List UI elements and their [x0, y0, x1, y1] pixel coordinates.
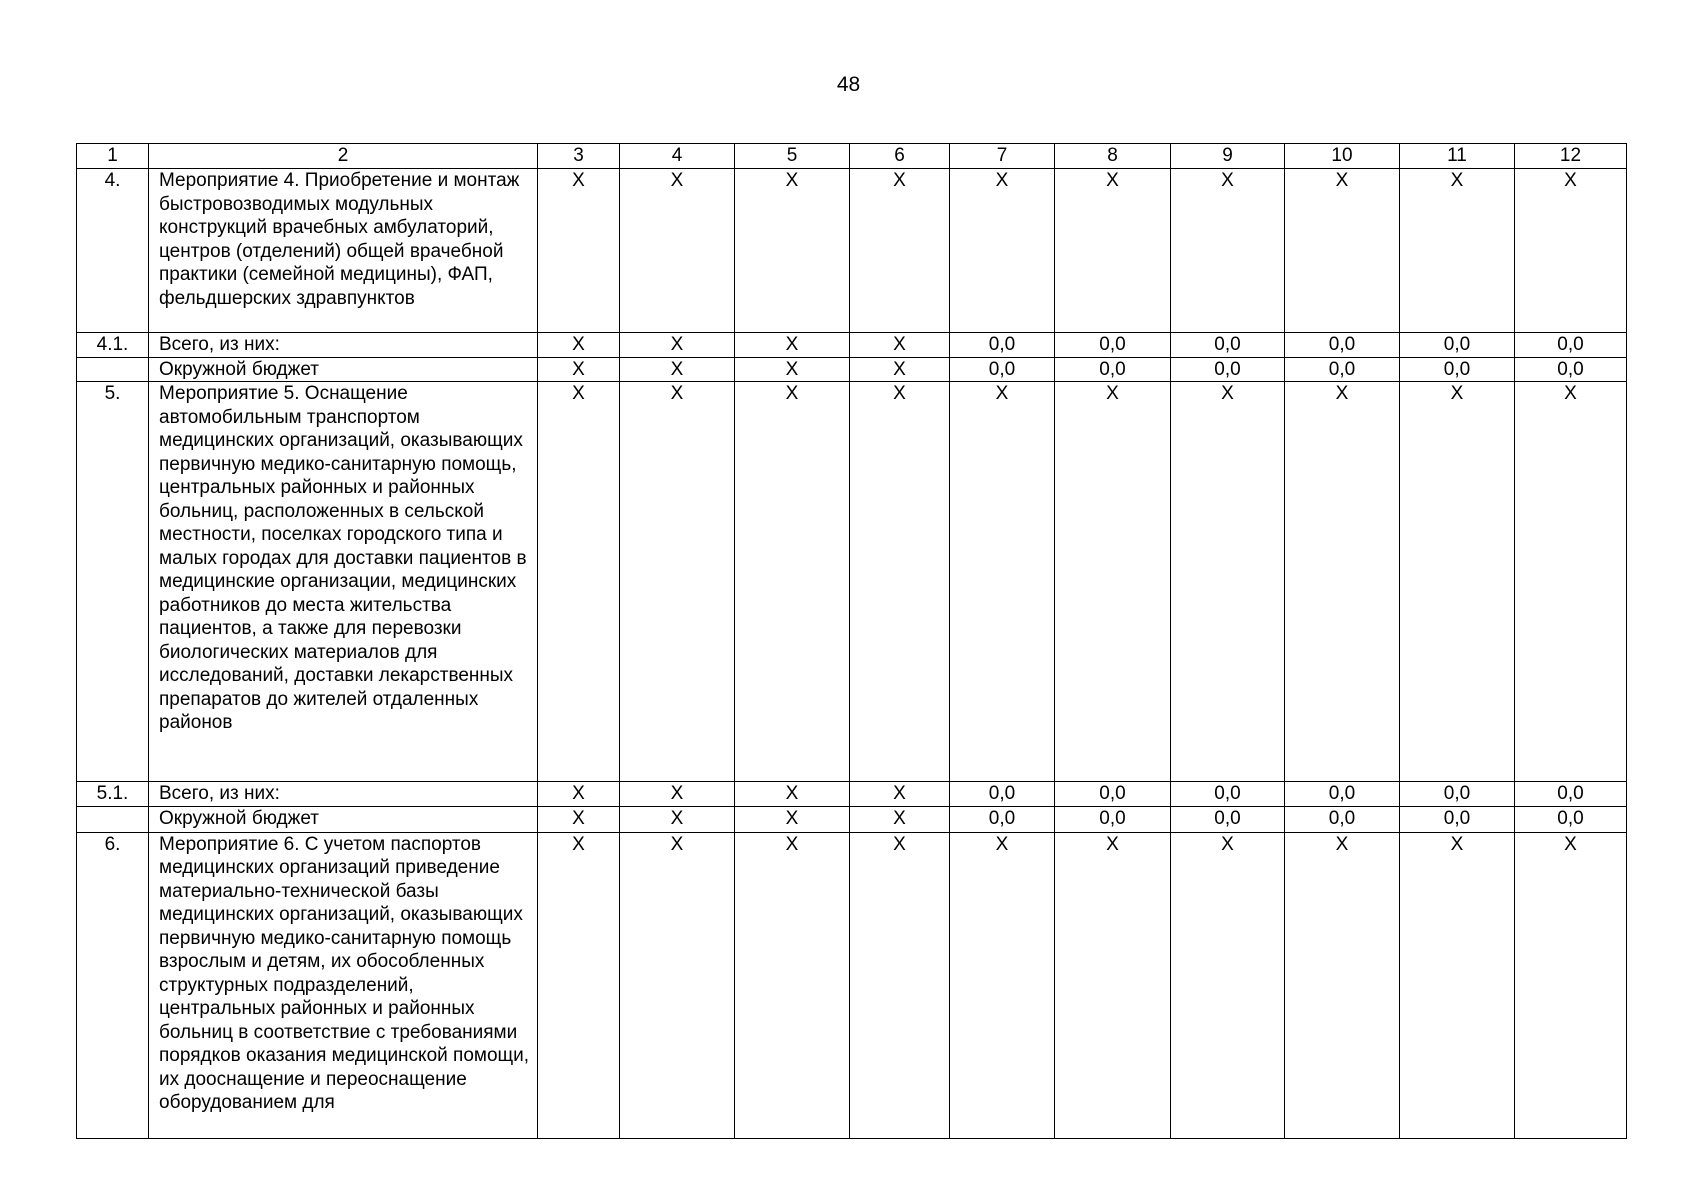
- value-cell: X: [735, 333, 850, 358]
- value-cell: 0,0: [1285, 357, 1400, 382]
- table-row: [77, 333, 1627, 358]
- row-description: Окружной бюджет: [149, 806, 538, 832]
- value-cell: X: [538, 169, 620, 333]
- table-row: [77, 169, 1627, 333]
- table-row: [77, 382, 1627, 782]
- value-cell: X: [1171, 832, 1285, 1138]
- value-cell: 0,0: [1171, 782, 1285, 807]
- row-number: 5.: [77, 382, 149, 782]
- value-cell: X: [620, 333, 735, 358]
- row-description: Мероприятие 6. С учетом паспортов медицинских организаций приведение материально-технической базы медицинских организаций, оказывающих первичную медико-санитарную помощь взрослым и детям, их обособленных структурных подразделений, центральных районных и районных больниц в соответствие с требованиями порядков оказания медицинской помощи, их дооснащение и переоснащение оборудованием для: [149, 832, 538, 1138]
- value-cell: X: [850, 806, 950, 832]
- value-cell: X: [1285, 832, 1400, 1138]
- header-cell: 4: [620, 144, 735, 169]
- header-cell: 6: [850, 144, 950, 169]
- value-cell: X: [620, 832, 735, 1138]
- value-cell: 0,0: [1055, 806, 1171, 832]
- value-cell: X: [620, 357, 735, 382]
- value-cell: X: [950, 169, 1055, 333]
- value-cell: 0,0: [1400, 806, 1515, 832]
- table-row: [77, 357, 1627, 382]
- value-cell: X: [1515, 169, 1627, 333]
- value-cell: X: [1285, 169, 1400, 333]
- value-cell: 0,0: [1171, 806, 1285, 832]
- row-number: 4.1.: [77, 333, 149, 358]
- value-cell: X: [735, 357, 850, 382]
- value-cell: 0,0: [1285, 333, 1400, 358]
- value-cell: X: [1055, 169, 1171, 333]
- value-cell: X: [538, 357, 620, 382]
- table-row: [77, 782, 1627, 807]
- value-cell: 0,0: [1055, 782, 1171, 807]
- value-cell: X: [735, 806, 850, 832]
- row-description: Мероприятие 5. Оснащение автомобильным транспортом медицинских организаций, оказывающих первичную медико-санитарную помощь, центральных районных и районных больниц, расположенных в сельской местности, поселках городского типа и малых городах для доставки пациентов в медицинские организации, медицинских работников до места жительства пациентов, а также для перевозки биологических материалов для исследований, доставки лекарственных препаратов до жителей отдаленных районов: [149, 382, 538, 782]
- value-cell: X: [950, 832, 1055, 1138]
- value-cell: 0,0: [1515, 357, 1627, 382]
- value-cell: X: [538, 782, 620, 807]
- value-cell: 0,0: [950, 357, 1055, 382]
- value-cell: X: [1171, 169, 1285, 333]
- page-number: 48: [836, 73, 861, 96]
- value-cell: 0,0: [1285, 806, 1400, 832]
- value-cell: X: [735, 169, 850, 333]
- value-cell: X: [1055, 382, 1171, 782]
- value-cell: X: [1400, 832, 1515, 1138]
- value-cell: X: [735, 832, 850, 1138]
- value-cell: X: [1515, 832, 1627, 1138]
- header-cell: 7: [950, 144, 1055, 169]
- value-cell: 0,0: [950, 806, 1055, 832]
- value-cell: X: [850, 832, 950, 1138]
- header-cell: 5: [735, 144, 850, 169]
- header-cell: 3: [538, 144, 620, 169]
- header-cell: 11: [1400, 144, 1515, 169]
- row-number: 6.: [77, 832, 149, 1138]
- value-cell: 0,0: [1515, 333, 1627, 358]
- value-cell: X: [620, 806, 735, 832]
- value-cell: X: [850, 382, 950, 782]
- value-cell: X: [850, 333, 950, 358]
- table-row: [77, 806, 1627, 832]
- header-cell: 1: [77, 144, 149, 169]
- value-cell: X: [1400, 382, 1515, 782]
- row-description: Окружной бюджет: [149, 357, 538, 382]
- value-cell: 0,0: [1400, 782, 1515, 807]
- value-cell: X: [1285, 382, 1400, 782]
- value-cell: 0,0: [1055, 333, 1171, 358]
- value-cell: X: [1055, 832, 1171, 1138]
- value-cell: X: [620, 169, 735, 333]
- header-cell: 10: [1285, 144, 1400, 169]
- value-cell: X: [538, 806, 620, 832]
- value-cell: 0,0: [950, 333, 1055, 358]
- value-cell: 0,0: [1400, 357, 1515, 382]
- row-number: 4.: [77, 169, 149, 333]
- value-cell: 0,0: [1055, 357, 1171, 382]
- value-cell: X: [850, 782, 950, 807]
- value-cell: 0,0: [950, 782, 1055, 807]
- value-cell: X: [850, 357, 950, 382]
- value-cell: 0,0: [1285, 782, 1400, 807]
- row-number: 5.1.: [77, 782, 149, 807]
- header-cell: 12: [1515, 144, 1627, 169]
- header-cell: 9: [1171, 144, 1285, 169]
- value-cell: 0,0: [1400, 333, 1515, 358]
- value-cell: X: [735, 782, 850, 807]
- value-cell: X: [1171, 382, 1285, 782]
- header-cell: 2: [149, 144, 538, 169]
- value-cell: X: [538, 832, 620, 1138]
- value-cell: X: [538, 382, 620, 782]
- header-cell: 8: [1055, 144, 1171, 169]
- value-cell: X: [538, 333, 620, 358]
- row-description: Всего, из них:: [149, 782, 538, 807]
- value-cell: X: [1400, 169, 1515, 333]
- value-cell: 0,0: [1171, 357, 1285, 382]
- value-cell: 0,0: [1515, 782, 1627, 807]
- value-cell: X: [950, 382, 1055, 782]
- data-table: [76, 143, 1627, 1139]
- value-cell: 0,0: [1171, 333, 1285, 358]
- value-cell: X: [620, 782, 735, 807]
- table-header-row: [77, 144, 1627, 169]
- value-cell: X: [850, 169, 950, 333]
- value-cell: X: [620, 382, 735, 782]
- value-cell: X: [735, 382, 850, 782]
- table-row: [77, 832, 1627, 1138]
- row-description: Всего, из них:: [149, 333, 538, 358]
- value-cell: X: [1515, 382, 1627, 782]
- row-number: [77, 806, 149, 832]
- row-number: [77, 357, 149, 382]
- value-cell: 0,0: [1515, 806, 1627, 832]
- row-description: Мероприятие 4. Приобретение и монтаж быстровозводимых модульных конструкций врачебных амбулаторий, центров (отделений) общей врачебной практики (семейной медицины), ФАП, фельдшерских здравпунктов: [149, 169, 538, 333]
